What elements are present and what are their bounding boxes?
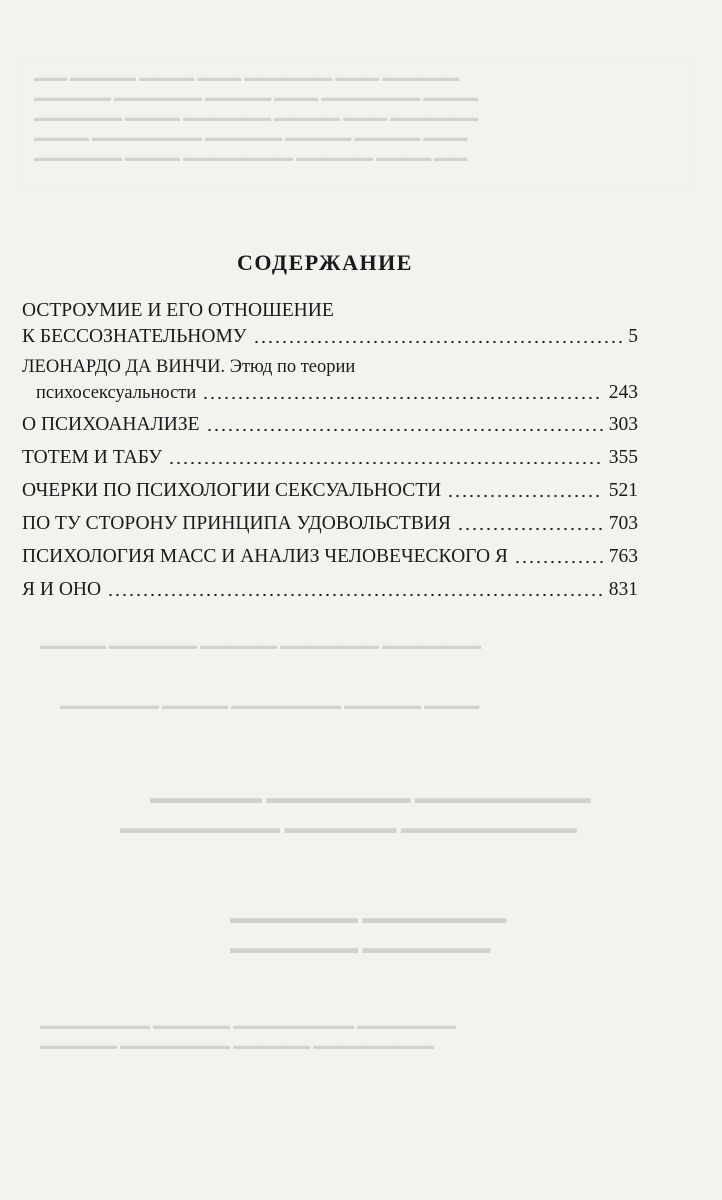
toc-entry-title: ЛЕОНАРДО ДА ВИНЧИ. Этюд по теории <box>22 357 356 377</box>
leader-dots <box>168 461 603 465</box>
toc-entry <box>22 577 638 603</box>
leader-dots <box>253 340 623 344</box>
toc-entry-title: ПО ТУ СТОРОНУ ПРИНЦИПА УДОВОЛЬСТВИЯ <box>22 513 451 534</box>
leader-dots <box>206 428 603 432</box>
reverse-side-bleed: ▬▬▬ ▬▬▬▬▬▬ ▬▬▬▬▬ ▬▬▬▬ ▬▬▬▬▬▬▬▬ ▬▬▬▬ ▬▬▬▬▬▬▬ ▬▬▬▬▬▬▬ ▬▬▬▬▬▬▬▬ ▬▬▬▬▬▬ ▬▬▬▬ ▬▬▬▬▬▬▬▬▬ ▬▬▬▬▬ ▬▬▬▬▬▬▬▬ ▬▬▬▬▬ ▬▬▬▬▬▬▬▬ ▬▬▬▬▬▬ ▬▬▬▬ ▬▬▬▬▬▬▬▬ ▬▬▬▬▬ ▬▬▬▬▬▬▬▬▬▬ ▬▬▬▬▬▬▬ ▬▬▬▬▬▬ ▬▬▬▬▬▬ ▬▬▬▬ ▬▬▬▬▬▬▬▬ ▬▬▬▬▬ ▬▬▬▬▬▬▬▬▬▬ ▬▬▬▬▬▬▬ ▬▬▬▬▬ ▬▬▬ ▬▬▬▬▬▬ ▬▬▬▬▬▬▬▬ ▬▬▬▬▬▬▬ ▬▬▬▬▬▬▬▬▬ ▬▬▬▬▬▬▬▬▬ ▬▬▬▬▬▬▬▬▬ ▬▬▬▬▬▬ ▬▬▬▬▬▬▬▬▬▬ ▬▬▬▬▬▬▬ ▬▬▬▬▬ ▬▬▬▬▬▬▬ ▬▬▬▬▬▬▬▬▬ ▬▬▬▬▬▬▬▬▬▬▬ ▬▬▬▬▬▬▬▬▬▬ ▬▬▬▬▬▬▬ ▬▬▬▬▬▬▬▬▬▬▬ ▬▬▬▬▬▬▬▬ ▬▬▬▬▬▬▬▬▬ ▬▬▬▬▬▬▬▬ ▬▬▬▬▬▬▬▬ ▬▬▬▬▬▬▬▬▬▬ ▬▬▬▬▬▬▬ ▬▬▬▬▬▬▬▬▬▬▬ ▬▬▬▬▬▬▬▬▬ ▬▬▬▬▬▬▬ ▬▬▬▬▬▬▬▬▬▬ ▬▬▬▬▬▬▬ ▬▬▬▬▬▬▬▬▬▬▬ <box>0 0 722 1200</box>
toc-entry <box>22 511 638 537</box>
toc-entry-title-continued: К БЕССОЗНАТЕЛЬНОМУ <box>22 326 247 347</box>
toc-page-number: 831 <box>608 579 638 600</box>
leader-dots <box>107 593 603 597</box>
toc-page-number: 521 <box>608 480 638 501</box>
leader-dots <box>457 527 603 531</box>
toc-entry <box>22 412 638 438</box>
toc-entry <box>22 478 638 504</box>
leader-dots <box>202 396 602 400</box>
toc-entry <box>22 445 638 471</box>
page-title: СОДЕРЖАНИЕ <box>237 250 413 275</box>
toc-page-number: 5 <box>628 326 638 347</box>
toc-page-number: 703 <box>608 513 638 534</box>
toc-entry-title-continued: психосексуальности <box>36 383 197 403</box>
toc-entry-title: ПСИХОЛОГИЯ МАСС И АНАЛИЗ ЧЕЛОВЕЧЕСКОГО Я <box>22 546 508 567</box>
toc-entry-title: О ПСИХОАНАЛИЗЕ <box>22 414 200 435</box>
toc-entry <box>22 354 638 406</box>
toc-page-number: 243 <box>608 382 638 403</box>
table-of-contents <box>22 298 638 603</box>
toc-page-number: 355 <box>608 447 638 468</box>
toc-entry-title: ОЧЕРКИ ПО ПСИХОЛОГИИ СЕКСУАЛЬНОСТИ <box>22 480 442 501</box>
leader-dots <box>447 494 603 498</box>
toc-page-number: 763 <box>608 546 638 567</box>
toc-page-number: 303 <box>608 414 638 435</box>
toc-entry-title: ТОТЕМ И ТАБУ <box>22 447 163 468</box>
toc-entry-title: Я И ОНО <box>22 579 102 600</box>
toc-entry <box>22 544 638 570</box>
toc-entry-title: ОСТРОУМИЕ И ЕГО ОТНОШЕНИЕ <box>22 300 334 321</box>
leader-dots <box>514 560 603 564</box>
toc-entry <box>22 298 638 350</box>
